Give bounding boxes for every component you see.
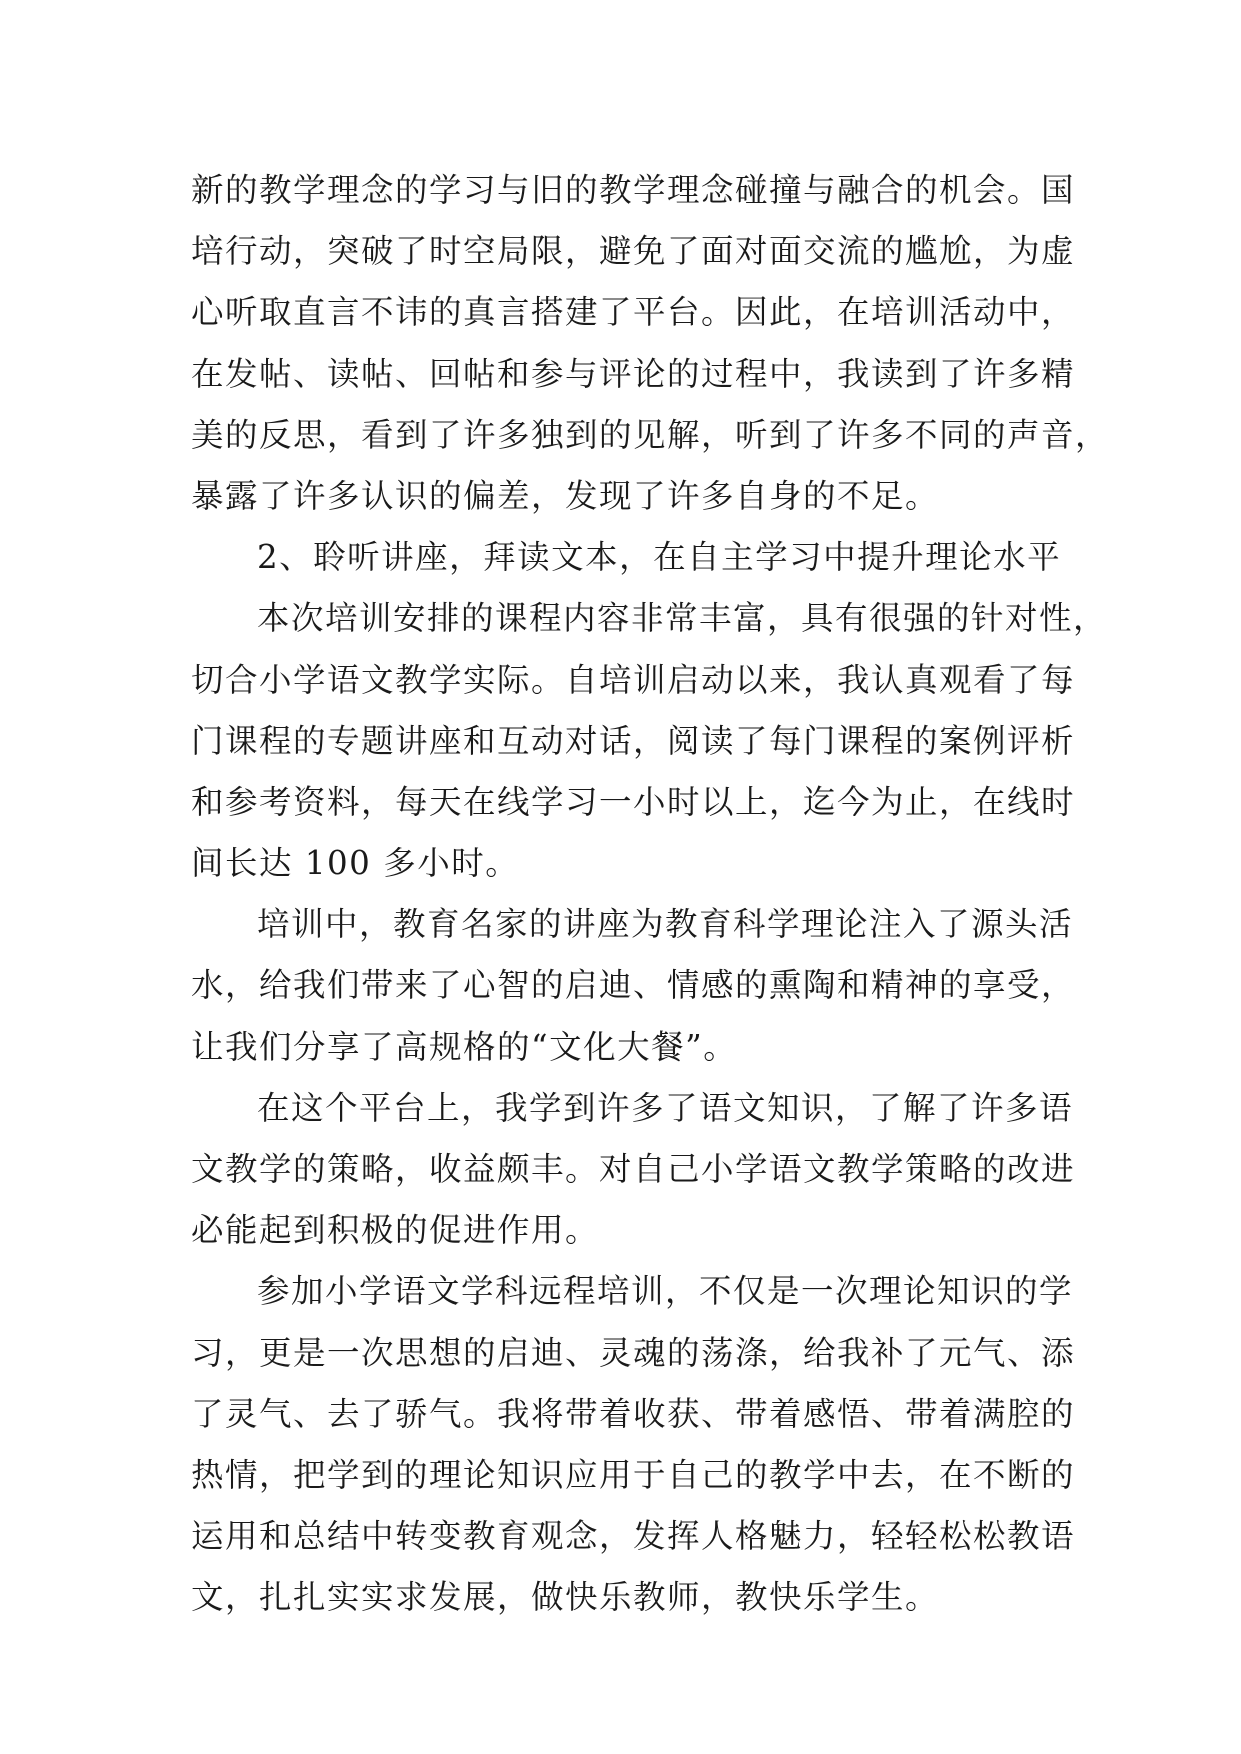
text-line: 培行动，突破了时空局限，避免了面对面交流的尴尬，为虚 (191, 232, 1076, 271)
text-line: 文教学的策略，收益颇丰。对自己小学语文教学策略的改进 (191, 1150, 1076, 1188)
text-line: 和参考资料，每天在线学习一小时以上，迄今为止，在线时 (191, 782, 1076, 821)
text-line: 在这个平台上，我学到许多了语文知识，了解了许多语 (257, 1088, 1074, 1127)
text-line: 习，更是一次思想的启迪、灵魂的荡涤，给我补了元气、添 (191, 1333, 1076, 1372)
text-line: 间长达 100 多小时。 (191, 844, 520, 883)
text-line: 参加小学语文学科远程培训，不仅是一次理论知识的学 (257, 1272, 1074, 1311)
text-line: 文，扎扎实实求发展，做快乐教师，教快乐学生。 (191, 1578, 940, 1617)
document-body (191, 160, 1110, 1629)
text-line: 热情，把学到的理论知识应用于自己的教学中去，在不断的 (191, 1455, 1076, 1494)
text-line: 暴露了许多认识的偏差，发现了许多自身的不足。 (191, 476, 940, 515)
text-line: 必能起到积极的促进作用。 (191, 1211, 600, 1250)
text-line: 新的教学理念的学习与旧的教学理念碰撞与融合的机会。国 (191, 171, 1076, 209)
text-line: 让我们分享了高规格的“文化大餐”。 (191, 1027, 738, 1066)
text-line: 培训中，教育名家的讲座为教育科学理论注入了源头活 (257, 905, 1074, 944)
text-line: 在发帖、读帖、回帖和参与评论的过程中，我读到了许多精 (191, 354, 1076, 393)
text-line: 运用和总结中转变教育观念，发挥人格魅力，轻轻松松教语 (191, 1517, 1076, 1556)
text-line: 了灵气、去了骄气。我将带着收获、带着感悟、带着满腔的 (191, 1394, 1076, 1433)
section-heading: 2、聆听讲座，拜读文本，在自主学习中提升理论水平 (257, 538, 1062, 577)
text-line: 水，给我们带来了心智的启迪、情感的熏陶和精神的享受， (191, 966, 1076, 1005)
text-line: 美的反思，看到了许多独到的见解，听到了许多不同的声音， (191, 415, 1110, 454)
text-line: 心听取直言不讳的真言搭建了平台。因此，在培训活动中， (191, 293, 1076, 332)
text-line: 切合小学语文教学实际。自培训启动以来，我认真观看了每 (191, 660, 1076, 699)
text-line: 本次培训安排的课程内容非常丰富，具有很强的针对性， (257, 599, 1108, 638)
text-line: 门课程的专题讲座和互动对话，阅读了每门课程的案例评析 (191, 721, 1076, 760)
